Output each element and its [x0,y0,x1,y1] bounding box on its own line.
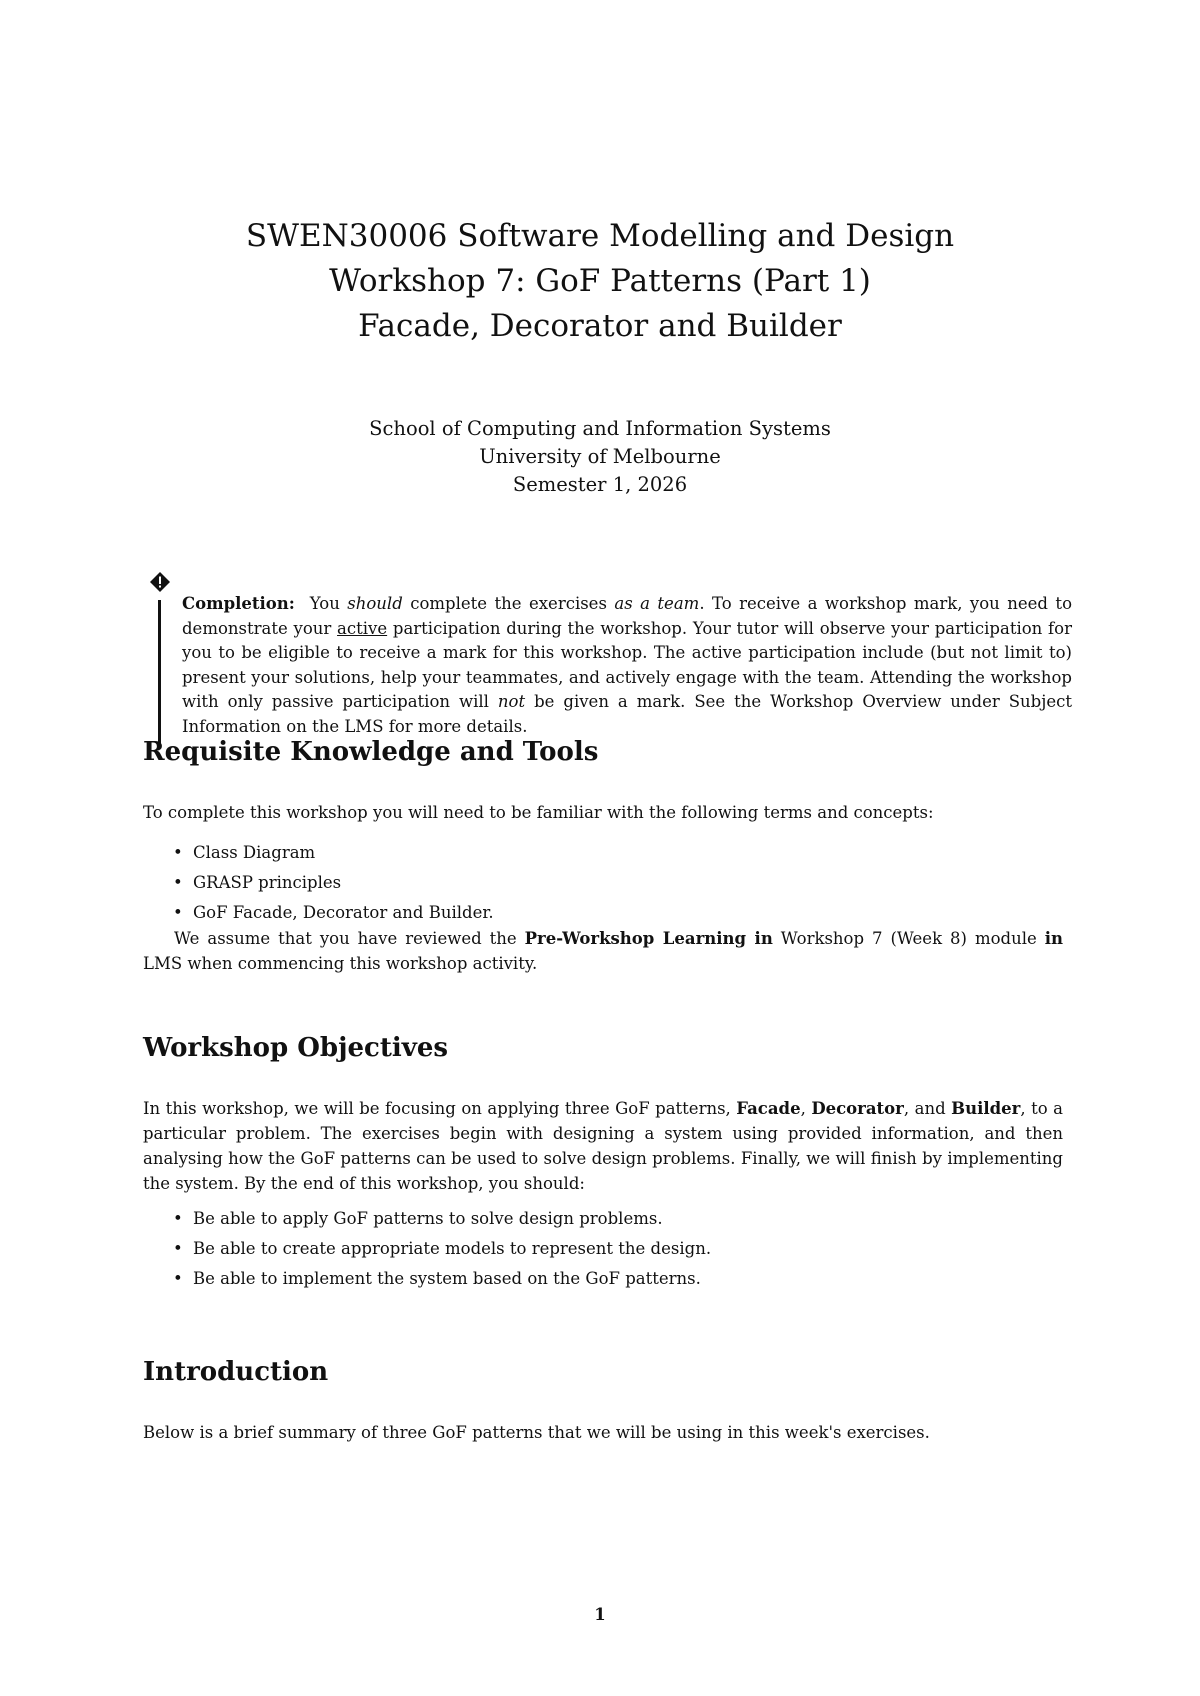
paragraph-text: In this workshop, we will be focusing on applying three GoF patterns, [143,1099,737,1118]
list-item: • Be able to implement the system based on the GoF patterns. [143,1264,1043,1294]
assumption-paragraph [143,926,1063,976]
school-name: School of Computing and Information Systems [369,417,831,440]
paragraph-text: , and [903,1099,952,1118]
paragraph-text: We assume that you have reviewed the [174,929,525,948]
paragraph-text: , to a particular problem. The exercises begin with designing a system using provided information, and then analysing how the GoF patterns can be used to solve design problems. Finally, we will finish by implementing the system. By the end of this workshop, you should: [143,1099,1063,1193]
paragraph-text: LMS when commencing this workshop activity. [143,954,538,973]
callout-text-part: be given a mark. See the Workshop Overview under Subject Information on the LMS for more details. [182,692,1072,736]
introduction-paragraph: Below is a brief summary of three GoF patterns that we will be using in this week's exercises. [143,1423,930,1442]
paragraph-bold: Pre-Workshop Learning in [524,929,773,948]
exclamation-diamond-icon [150,572,170,592]
callout-emphasis: should [347,594,403,613]
paragraph-text: , [800,1099,812,1118]
callout-text-part: . To receive a workshop mark, you need to demonstrate your [182,594,1072,638]
objectives-paragraph [143,1096,1063,1196]
paragraph-bold: Builder [951,1099,1021,1118]
paragraph-bold: Decorator [811,1099,904,1118]
page-number: 1 [594,1605,606,1624]
course-title: SWEN30006 Software Modelling and Design [245,218,955,254]
list-item: • GRASP principles [143,868,1043,898]
section-heading-objectives: Workshop Objectives [143,1033,449,1063]
callout-emphasis: as a team [614,594,700,613]
callout-bar [158,600,161,744]
list-item: • Be able to create appropriate models to represent the design. [143,1234,1043,1264]
requisite-intro: To complete this workshop you will need to be familiar with the following terms and concepts: [143,803,934,822]
completion-callout [150,572,1070,752]
university-name: University of Melbourne [479,445,721,468]
semester: Semester 1, 2026 [512,473,688,496]
paragraph-bold: in [1044,929,1063,948]
workshop-subtitle: Facade, Decorator and Builder [358,308,842,344]
callout-text-part: complete the exercises [402,594,615,613]
list-item: • Class Diagram [143,838,1043,868]
requisite-list [143,838,1043,928]
affiliation-block [0,415,1200,499]
list-item: • Be able to apply GoF patterns to solve design problems. [143,1204,1043,1234]
paragraph-text: Workshop 7 (Week 8) module [772,929,1045,948]
workshop-title: Workshop 7: GoF Patterns (Part 1) [329,263,871,299]
title-block [0,214,1200,349]
paragraph-bold: Facade [736,1099,801,1118]
objectives-list [143,1204,1043,1294]
callout-text-part: participation during the workshop. Your tutor will observe your participation for you to be eligible to receive a mark for this workshop. The active participation include (but not limit to) present your solutions, help your teammates, and actively engage with the team. Attending the workshop with only passive participation will [182,618,1072,711]
callout-text-part: You [309,594,348,613]
callout-heading: Completion: [182,594,295,613]
section-heading-introduction: Introduction [143,1357,329,1387]
callout-emphasis: not [497,692,526,711]
callout-underline: active [337,618,388,638]
section-heading-requisite: Requisite Knowledge and Tools [143,737,599,767]
callout-text [182,592,1072,739]
list-item: • GoF Facade, Decorator and Builder. [143,898,1043,928]
